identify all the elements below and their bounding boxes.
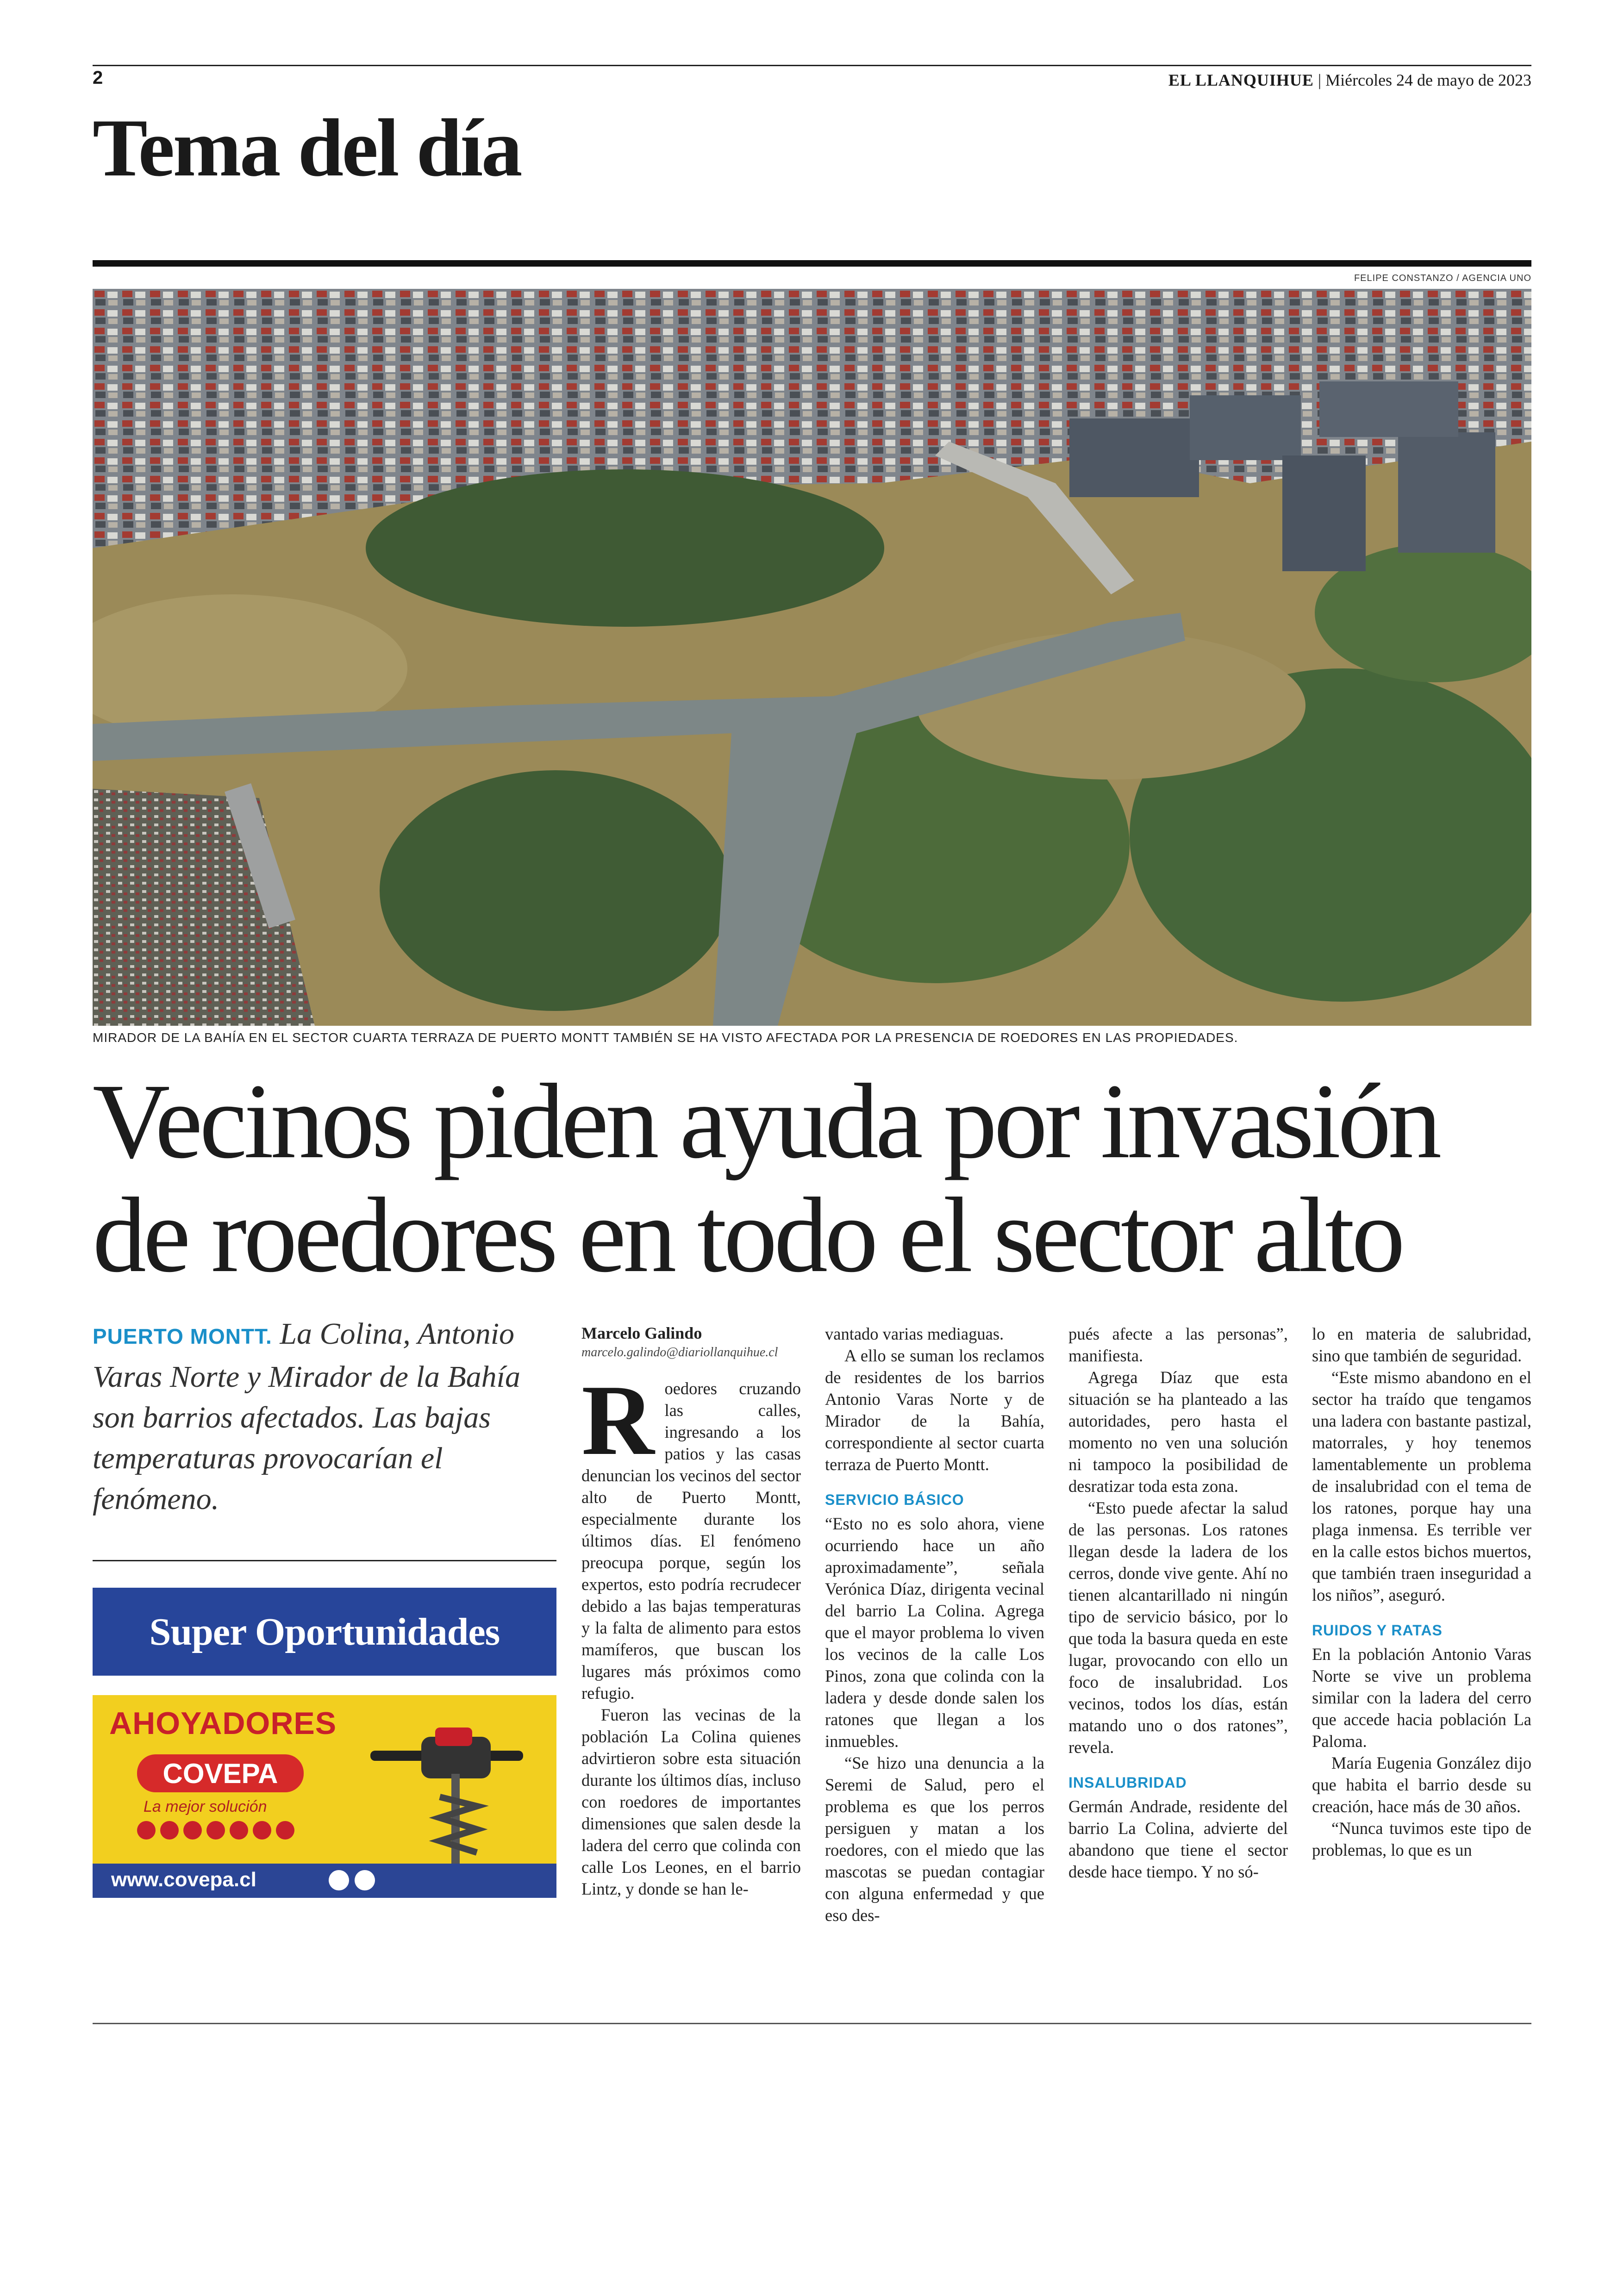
subhead-ruidos-y-ratas: RUIDOS Y RATAS [1312,1622,1443,1639]
facebook-icon[interactable] [329,1870,349,1890]
earth-auger-icon [370,1718,546,1871]
section-rule [93,260,1531,267]
lede-rule [93,1560,556,1561]
issue-date: | Miércoles 24 de mayo de 2023 [1318,71,1531,89]
lede [93,1314,556,1520]
headline [93,1062,1546,1295]
aerial-photo [93,289,1531,1026]
paragraph-text: oedores cruzando las calles, ingresando a los patios y las casas denuncian los vecinos del sector alto de Puerto Montt, especialmente durante los últimos días. El fenómeno preocupa porque, según los expertos, esto podría recrudecer debido a las bajas temperaturas y la falta de alimento para estos mamíferos, que buscan los lugares más próximos como refugio. [581,1379,801,1703]
ad-slogan: La mejor solución [144,1798,267,1815]
page-number: 2 [93,68,103,88]
ad-tool-icons [137,1821,294,1840]
tool-icon [183,1821,202,1840]
paragraph: Agrega Díaz que esta situación se ha planteado a las autoridades, pero hasta el momento no ven una solución ni tampoco la posibilidad de desratizar toda esta zona. [1068,1368,1288,1496]
paragraph: vantado varias mediaguas. [825,1324,1004,1343]
bottom-rule [93,2023,1531,2024]
author-email[interactable]: marcelo.galindo@diariollanquihue.cl [581,1345,778,1360]
tool-icon [253,1821,271,1840]
paragraph: En la población Antonio Varas Norte se vive un problema similar con la ladera del cerro que accede hacia población La Paloma. [1312,1645,1531,1751]
subhead-insalubridad: INSALUBRIDAD [1068,1774,1187,1791]
drop-cap: R [581,1365,655,1476]
ad-product: AHOYADORES [109,1706,337,1741]
paragraph: Germán Andrade, residente del barrio La Colina, advierte del abandono que tiene el sector desde hace tiempo. Y no só- [1068,1797,1288,1881]
paragraph: Fueron las vecinas de la población La Colina quienes advirtieron sobre esta situación durante los últimos días, incluso con roedores de importantes dimensiones que salen desde la ladera del cerro que colinda con calle Los Leones, en el barrio Lintz, y donde se han le- [581,1705,801,1898]
paragraph: lo en materia de salubridad, sino que también de seguridad. [1312,1324,1531,1365]
instagram-icon[interactable] [355,1870,375,1890]
paragraph: A ello se suman los reclamos de residentes de los barrios Antonio Varas Norte y de Mirador de la Bahía, correspondiente al sector cuarta terraza de Puerto Montt. [825,1346,1044,1474]
paragraph: María Eugenia González dijo que habita el barrio desde su creación, hace más de 30 años. [1312,1753,1531,1816]
top-rule [93,65,1531,66]
ad-banner[interactable]: Super Oportunidades [93,1588,556,1676]
covepa-ad[interactable] [93,1695,556,1898]
author-name: Marcelo Galindo [581,1324,702,1342]
paragraph: pués afecte a las personas”, manifiesta. [1068,1324,1288,1365]
paragraph: “Nunca tuvimos este tipo de problemas, lo que es un [1312,1819,1531,1859]
article-column-3 [1068,1323,1288,1883]
section-title: Tema del día [93,102,521,193]
paragraph [581,1365,801,1704]
tool-icon [160,1821,179,1840]
tool-icon [206,1821,225,1840]
tool-icon [276,1821,294,1840]
article-column-2 [825,1323,1044,1926]
tool-icon [230,1821,248,1840]
photo-credit: FELIPE CONSTANZO / AGENCIA UNO [1354,273,1531,283]
article-column-4 [1312,1323,1531,1861]
ad-brand-logo: COVEPA [137,1754,304,1792]
paragraph: “Este mismo abandono en el sector ha traído que tengamos una ladera con bastante pastizal, matorrales, y hoy tenemos lamentablemente un problema de insalubridad con el tema de los ratones, porque hay una plaga inmensa. Es terrible ver en la calle estos bichos muertos, que también traen inseguridad a los niños”, aseguró. [1312,1368,1531,1604]
lede-place: PUERTO MONTT. [93,1324,272,1348]
headline-line-2: de roedores en todo el sector alto [93,1176,1402,1295]
paragraph: “Esto puede afectar la salud de las personas. Los ratones llegan desde la ladera de los cerros, donde vive gente. Ahí no tienen alcantarillado ni ningún tipo de servicio básico, por lo que toda la basura queda en este lugar, provocando con ello un foco de insalubridad. Los vecinos, todos los días, están matando uno o dos ratones”, revela. [1068,1498,1288,1757]
headline-line-1: Vecinos piden ayuda por invasión [93,1062,1439,1181]
publication-name: EL LLANQUIHUE [1168,71,1314,89]
article-column-1 [581,1323,801,1900]
dateline [1168,70,1531,90]
ad-footer [93,1864,556,1898]
ad-url-link[interactable]: www.covepa.cl [111,1868,256,1891]
paragraph: “Esto no es solo ahora, viene ocurriendo hace un año aproximadamente”, señala Verónica Díaz, dirigenta vecinal del barrio La Colina. Agrega que el mayor problema lo viven los vecinos de la calle Los Pinos, zona que colinda con la ladera y desde donde salen los ratones que llegan a los inmuebles. [825,1514,1044,1751]
subhead-servicio-basico: SERVICIO BÁSICO [825,1491,964,1508]
paragraph: “Se hizo una denuncia a la Seremi de Salud, pero el problema es que los perros persiguen y matan a los roedores, con el miedo que las mascotas se puedan contagiar con alguna enfermedad y que eso des- [825,1753,1044,1925]
lede-text: La Colina, Antonio Varas Norte y Mirador de la Bahía son barrios afectados. Las bajas temperaturas provocarían el fenómeno. [93,1317,520,1516]
photo-caption: MIRADOR DE LA BAHÍA EN EL SECTOR CUARTA TERRAZA DE PUERTO MONTT TAMBIÉN SE HA VISTO AFECTADA POR LA PRESENCIA DE ROEDORES EN LAS PROPIEDADES. [93,1030,1238,1045]
tool-icon [137,1821,156,1840]
